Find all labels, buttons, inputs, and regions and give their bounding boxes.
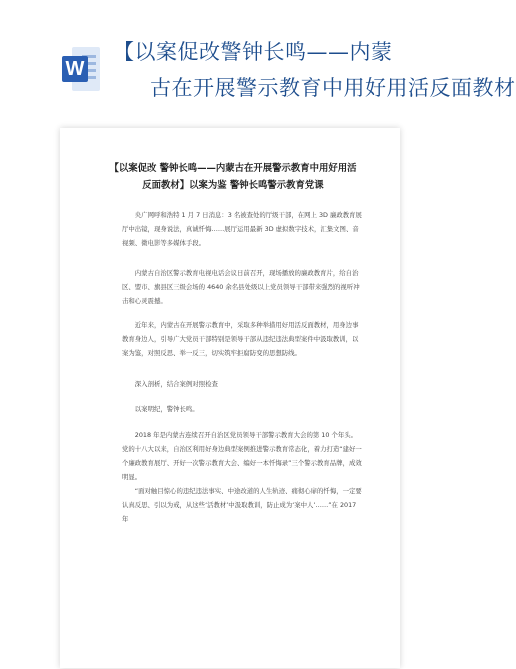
word-icon [62, 47, 100, 91]
paragraph-5: 以案明纪，警钟长鸣。 [134, 405, 199, 413]
paragraph-7: “面对触目惊心的违纪违法事实、中途改道的人生轨迹、痛彻心扉的忏悔，一定要认真反思、引以为戒，从这些‘活教材’中汲取教训，防止成为‘案中人’……”在 2017 年 [122, 487, 362, 523]
page-title-line1: 【以案促改警钟长鸣——内蒙 [113, 40, 393, 64]
paragraph-6: 2018 年是内蒙古连续召开自治区党员领导干部警示教育大会的第 10 个年头。党的十八大以来，自治区利用好身边典型案例推进警示教育常态化，着力打造“建好一个廉政教育展厅、开好一次警示教育大会、编好一本忏悔录”三个警示教育品牌，成效明显。 [122, 431, 362, 481]
paragraph-4: 深入剖析，结合案例对照检查 [134, 380, 218, 388]
document-preview [60, 128, 400, 668]
document-title: 【以案促改 警钟长鸣——内蒙古在开展警示教育中用好用活反面教材】以案为鉴 警钟长鸣警示教育党课 [109, 163, 357, 191]
paragraph-1: 央广网呼和浩特 1 月 7 日消息：3 名被查处的厅级干部，在网上 3D 廉政教育展厅中出镜，现身说法，真诚忏悔……展厅运用最新 3D 虚拟数字技术，汇集文图、音视频、微电影等多媒体手段。 [122, 211, 362, 247]
header [0, 0, 516, 120]
paragraph-2: 内蒙古自治区警示教育电视电话会议日前召开，现场播放的廉政教育片，给自治区、盟市、旗县区三级会场的 4640 余名县处级以上党员领导干部带来强烈的视听冲击和心灵震撼。 [122, 269, 360, 305]
page-title-line2: 古在开展警示教育中用好用活反面教材 [150, 76, 516, 100]
paragraph-3: 近年来，内蒙古在开展警示教育中，采取多种举措用好用活反面教材，用身边事教育身边人，引导广大党员干部特别是领导干部从违纪违法典型案件中汲取教训，以案为鉴，对照反思、举一反三，切实筑牢拒腐防变的思想防线。 [122, 321, 359, 357]
word-badge: W [62, 56, 88, 82]
